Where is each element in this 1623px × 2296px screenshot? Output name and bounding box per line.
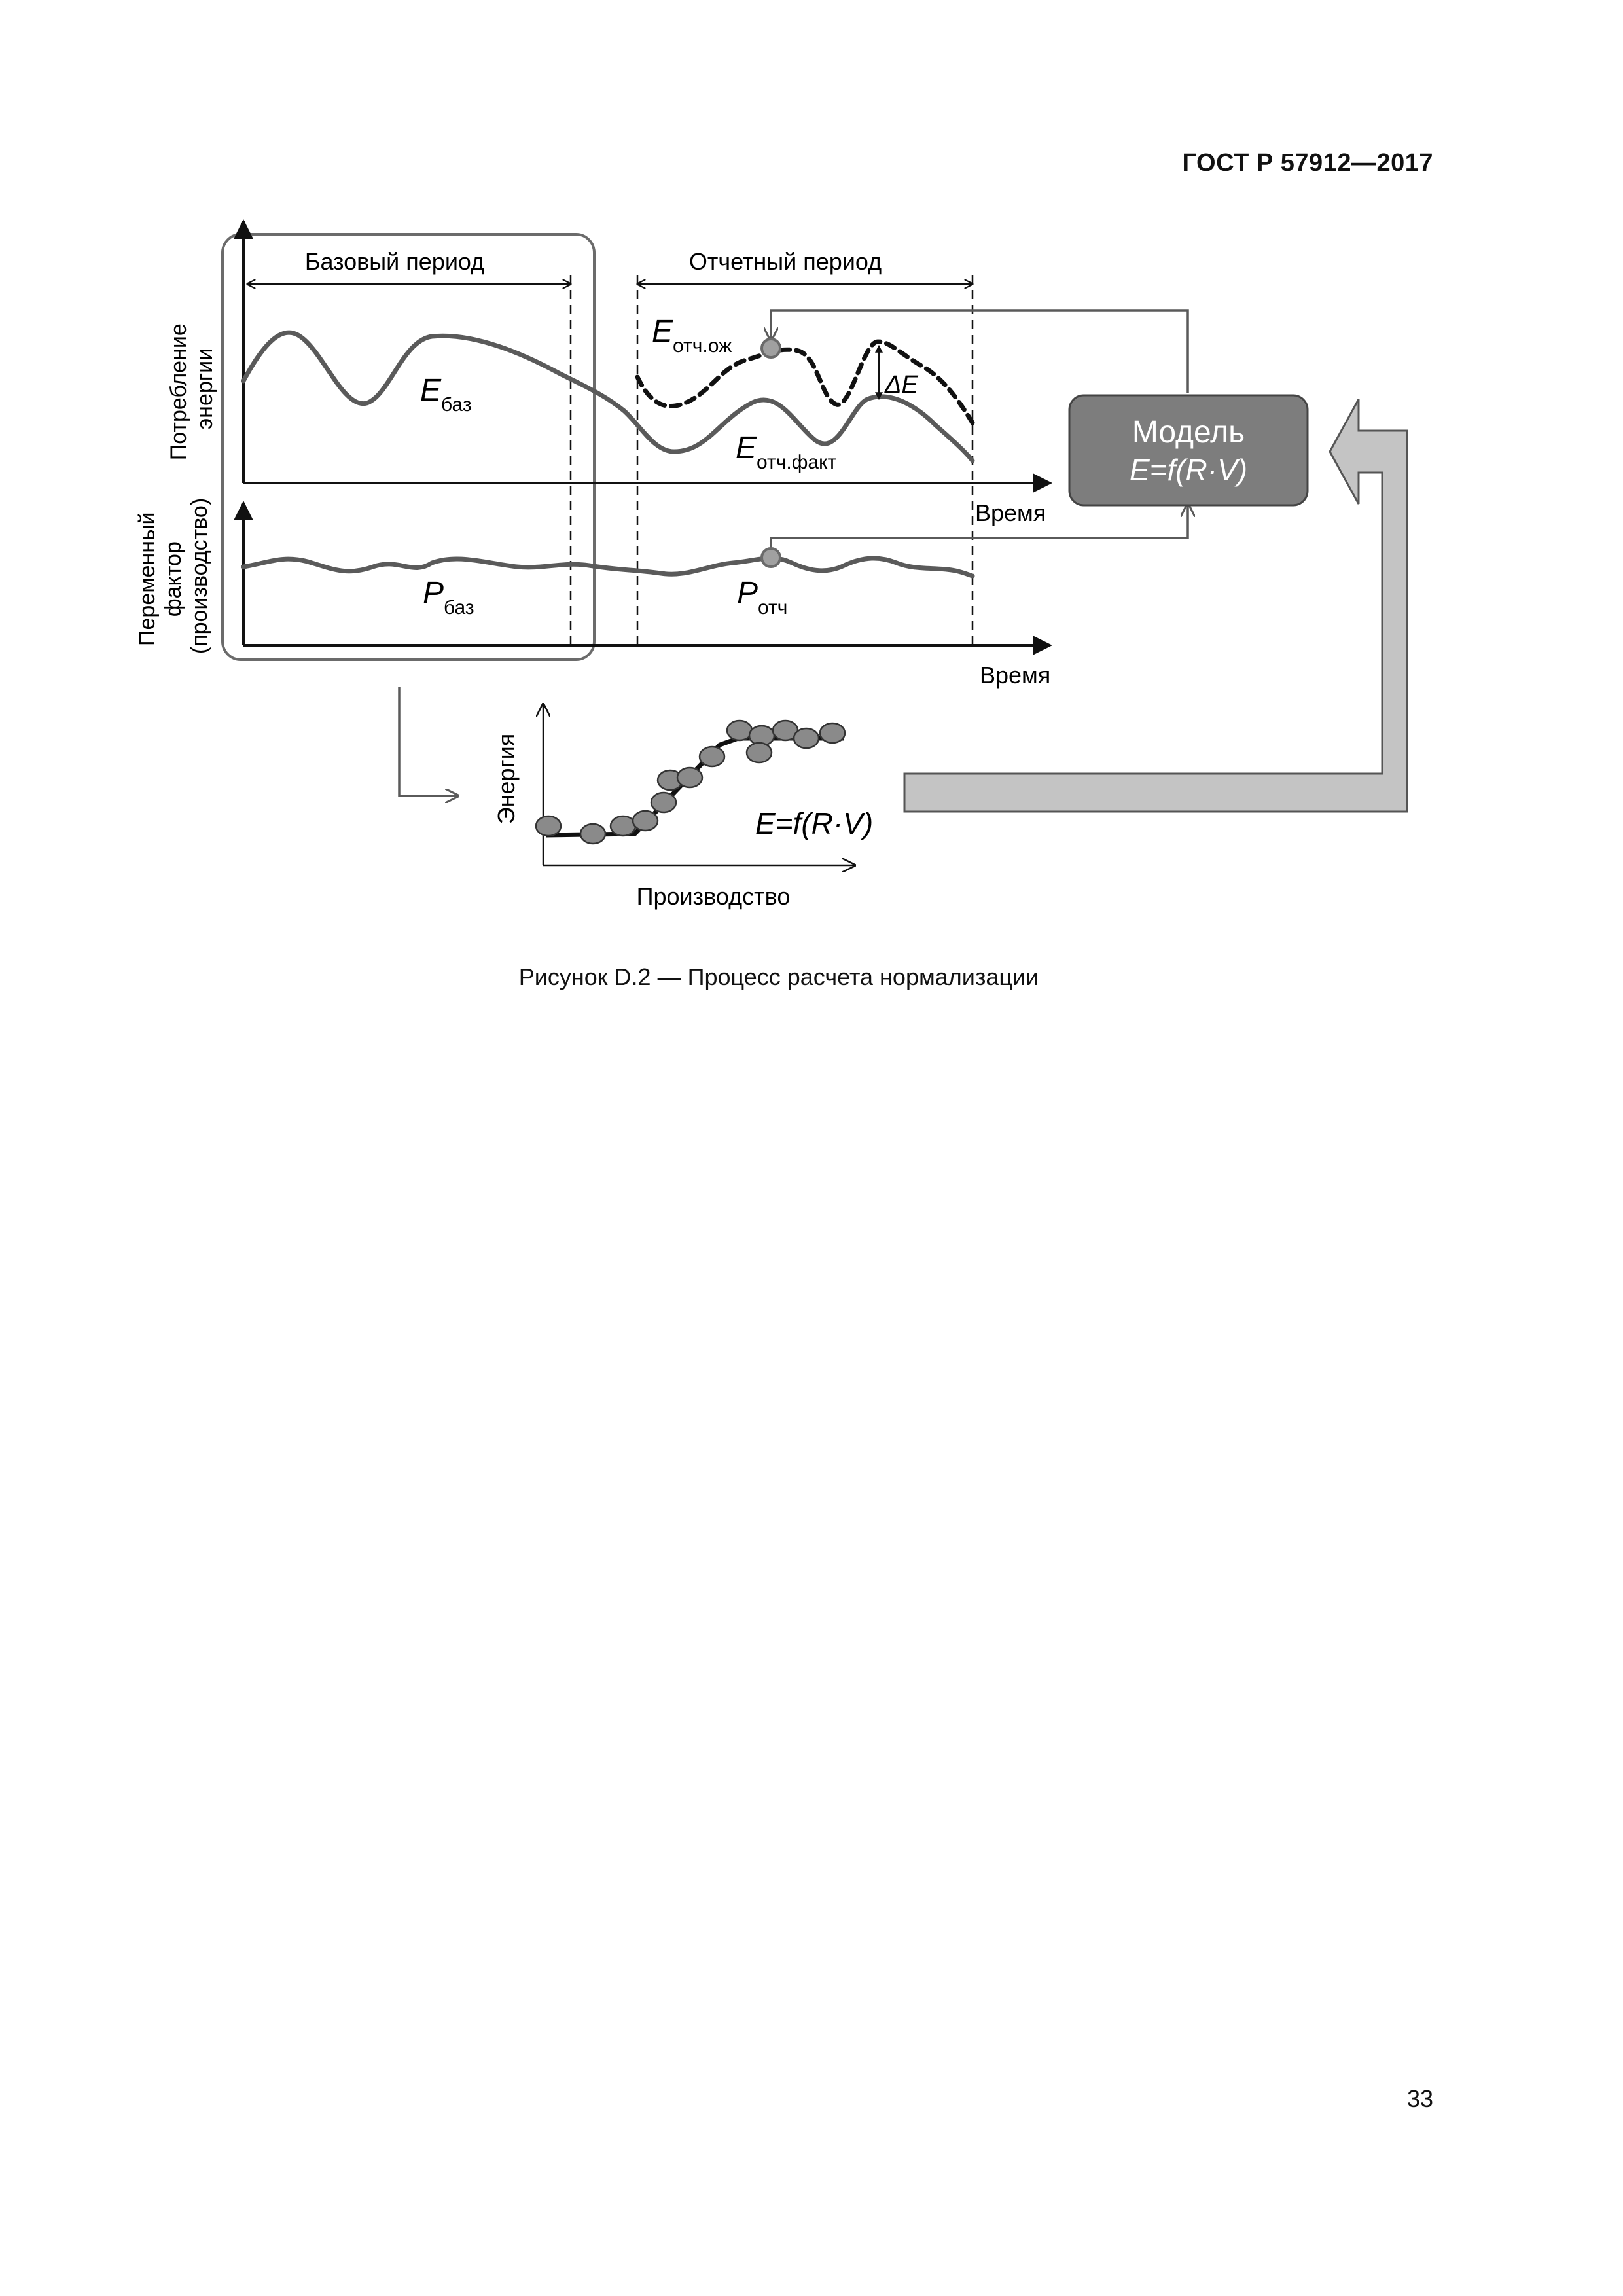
page-number: 33: [1406, 2085, 1433, 2112]
time-axis-label-top: Время: [975, 499, 1046, 526]
production-factor-curve: [243, 558, 972, 576]
factor-y-axis-label-line3: (производство): [187, 497, 212, 655]
regression-point: [794, 728, 819, 748]
energy-y-axis-label-line1: Потребление: [166, 323, 191, 461]
p-report-label: $P_{отч}$: [737, 576, 788, 619]
regression-point: [651, 793, 676, 812]
factor-y-axis-label: [135, 498, 212, 654]
regression-y-label: Энергия: [493, 733, 520, 825]
delta-e-label: ΔE: [885, 371, 918, 399]
regression-point: [727, 721, 752, 740]
regression-x-label: Производство: [636, 883, 791, 910]
regression-point: [633, 811, 658, 831]
model-formula: E=f(R·V): [1129, 453, 1248, 487]
energy-base-curve: [243, 332, 972, 461]
report-factor-point-marker: [762, 548, 780, 567]
model-output-connector: [771, 310, 1188, 393]
regression-point: [700, 747, 724, 766]
figure-caption: Рисунок D.2 — Процесс расчета нормализации: [518, 963, 1039, 990]
e-expected-label: $E_{отч.ож}$: [652, 314, 732, 357]
regression-link-arrow: [399, 687, 458, 796]
model-box: [1069, 395, 1308, 505]
expected-point-marker: [762, 339, 780, 357]
normalization-process-figure: [0, 0, 1623, 949]
regression-point: [677, 768, 702, 787]
regression-point: [820, 723, 845, 743]
base-period-frame: [223, 234, 594, 660]
model-title: Модель: [1132, 415, 1245, 450]
regression-point: [747, 743, 772, 762]
standard-header: ГОСТ Р 57912—2017: [1182, 149, 1433, 177]
factor-y-axis-label-line2: фактор: [161, 541, 186, 617]
p-base-label: $P_{баз}$: [423, 576, 474, 619]
report-period-label: Отчетный период: [688, 248, 882, 275]
regression-point: [580, 824, 605, 844]
regression-point: [536, 816, 561, 836]
factor-y-axis-label-line1: Переменный: [135, 512, 160, 646]
base-period-label: Базовый период: [304, 248, 485, 275]
e-base-label: $E_{баз}$: [420, 373, 472, 416]
regression-point: [611, 816, 635, 836]
e-actual-label: $E_{отч.факт}$: [736, 431, 837, 473]
time-axis-label-bottom: Время: [980, 662, 1051, 689]
regression-formula: E=f(R·V): [755, 806, 874, 840]
energy-y-axis-label-line2: энергии: [192, 348, 217, 430]
energy-y-axis-label: [166, 317, 217, 460]
